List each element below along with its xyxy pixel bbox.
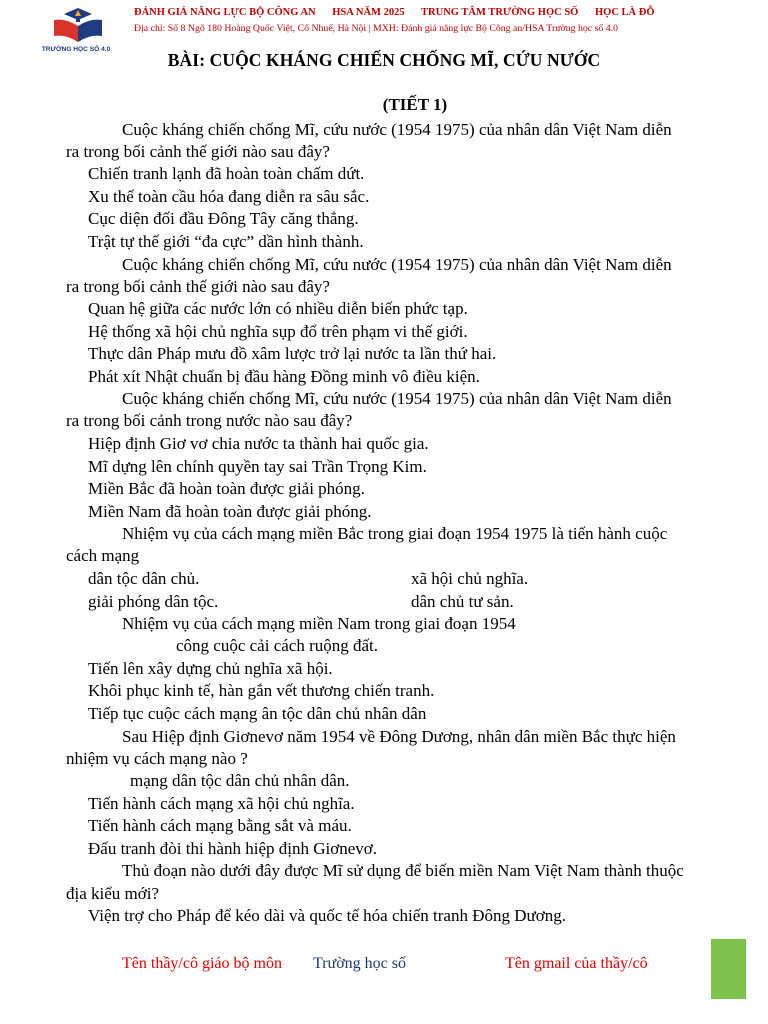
question-text: ra trong bối cảnh thế giới nào sau đây? — [66, 277, 330, 296]
question-text: Nhiệm vụ của cách mạng miền Nam trong giai đoạn 1954 — [122, 614, 516, 633]
question-text: ra trong bối cảnh trong nước nào sau đây? — [66, 411, 353, 430]
answer-option: Xu thế toàn cầu hóa đang diễn ra sâu sắc. — [88, 187, 370, 206]
question-text: nhiệm vụ cách mạng nào ? — [66, 749, 248, 768]
page-title: BÀI: CUỘC KHÁNG CHIẾN CHỐNG MĨ, CỨU NƯỚC — [167, 50, 601, 70]
answer-option: Tiến hành cách mạng xã hội chủ nghĩa. — [88, 794, 355, 813]
header-item: ĐÁNH GIÁ NĂNG LỰC BỘ CÔNG AN — [134, 7, 316, 18]
answer-option: Quan hệ giữa các nước lớn có nhiều diễn biến phức tạp. — [88, 299, 468, 318]
answer-option: Miền Nam đã hoàn toàn được giải phóng. — [88, 502, 372, 521]
answer-option: Chiến tranh lạnh đã hoàn toàn chấm dứt. — [88, 164, 365, 183]
answer-option: Hệ thống xã hội chủ nghĩa sụp đổ trên phạm vi thế giới. — [88, 322, 468, 341]
answer-option: xã hội chủ nghĩa. — [411, 569, 529, 588]
answer-option: Đấu tranh đòi thi hành hiệp định Giơnevơ. — [88, 839, 377, 858]
footer-accent-bar — [711, 939, 746, 999]
answer-option: Tiếp tục cuộc cách mạng ân tộc dân chủ nhân dân — [88, 704, 427, 723]
question-text: địa kiểu mới? — [66, 884, 160, 903]
footer-teacher: Tên thầy/cô giáo bộ môn — [122, 955, 282, 972]
header-item: TRUNG TÂM TRƯỜNG HỌC SỐ — [421, 7, 579, 18]
answer-option: Cục diện đối đầu Đông Tây căng thẳng. — [88, 209, 359, 228]
answer-option: dân chủ tư sản. — [411, 592, 514, 611]
answer-option: Khôi phục kinh tế, hàn gắn vết thương chiến tranh. — [88, 681, 435, 700]
answer-option: mạng dân tộc dân chủ nhân dân. — [130, 771, 350, 790]
school-logo-icon — [34, 4, 118, 56]
answer-option: Thực dân Pháp mưu đồ xâm lược trở lại nước ta lần thứ hai. — [88, 344, 497, 363]
lesson-subtitle: (TIẾT 1) — [382, 95, 448, 114]
answer-option: Tiến lên xây dựng chủ nghĩa xã hội. — [88, 659, 333, 678]
answer-option: Phát xít Nhật chuẩn bị đầu hàng Đồng minh vô điều kiện. — [88, 367, 480, 386]
footer-gmail: Tên gmail của thầy/cô — [505, 955, 648, 972]
question-text: ra trong bối cảnh thế giới nào sau đây? — [66, 142, 330, 161]
question-text: Thủ đoạn nào dưới đây được Mĩ sử dụng để biến miền Nam Việt Nam thành thuộc — [122, 861, 684, 880]
answer-option: Hiệp định Giơ vơ chia nước ta thành hai quốc gia. — [88, 434, 429, 453]
answer-option: Tiến hành cách mạng bằng sắt và máu. — [88, 816, 352, 835]
answer-option: Viện trợ cho Pháp để kéo dài và quốc tế hóa chiến tranh Đông Dương. — [88, 906, 566, 925]
question-text: Cuộc kháng chiến chống Mĩ, cứu nước (1954 1975) của nhân dân Việt Nam diễn — [122, 255, 672, 274]
question-text: Sau Hiệp định Giơnevơ năm 1954 về Đông Dương, nhân dân miền Bắc thực hiện — [122, 727, 676, 746]
question-text: cách mạng — [66, 546, 140, 565]
question-text: Cuộc kháng chiến chống Mĩ, cứu nước (1954 1975) của nhân dân Việt Nam diễn — [122, 120, 672, 139]
answer-option: dân tộc dân chủ. — [88, 569, 200, 588]
question-text: công cuộc cải cách ruộng đất. — [176, 636, 379, 655]
header-line — [134, 7, 764, 18]
answer-option: Trật tự thế giới “đa cực” dần hình thành. — [88, 232, 364, 251]
header-item: HỌC LÀ ĐỖ — [594, 7, 655, 18]
answer-option: Miền Bắc đã hoàn toàn được giải phóng. — [88, 479, 365, 498]
header-address: Địa chỉ: Số 8 Ngõ 180 Hoàng Quốc Việt, Cổ Nhuế, Hà Nội | MXH: Đánh giá năng lực Bộ Công an/HSA Trường học số 4.0 — [134, 23, 618, 34]
question-text: Nhiệm vụ của cách mạng miền Bắc trong giai đoạn 1954 1975 là tiến hành cuộc — [122, 524, 668, 543]
answer-option: Mĩ dựng lên chính quyền tay sai Trần Trọng Kim. — [88, 457, 427, 476]
question-text: Cuộc kháng chiến chống Mĩ, cứu nước (1954 1975) của nhân dân Việt Nam diễn — [122, 389, 672, 408]
logo-text: TRƯỜNG HỌC SỐ 4.0 — [41, 46, 111, 53]
footer-school: Trường học số — [313, 955, 406, 972]
header-item: HSA NĂM 2025 — [332, 7, 405, 18]
answer-option: giải phóng dân tộc. — [88, 592, 219, 611]
